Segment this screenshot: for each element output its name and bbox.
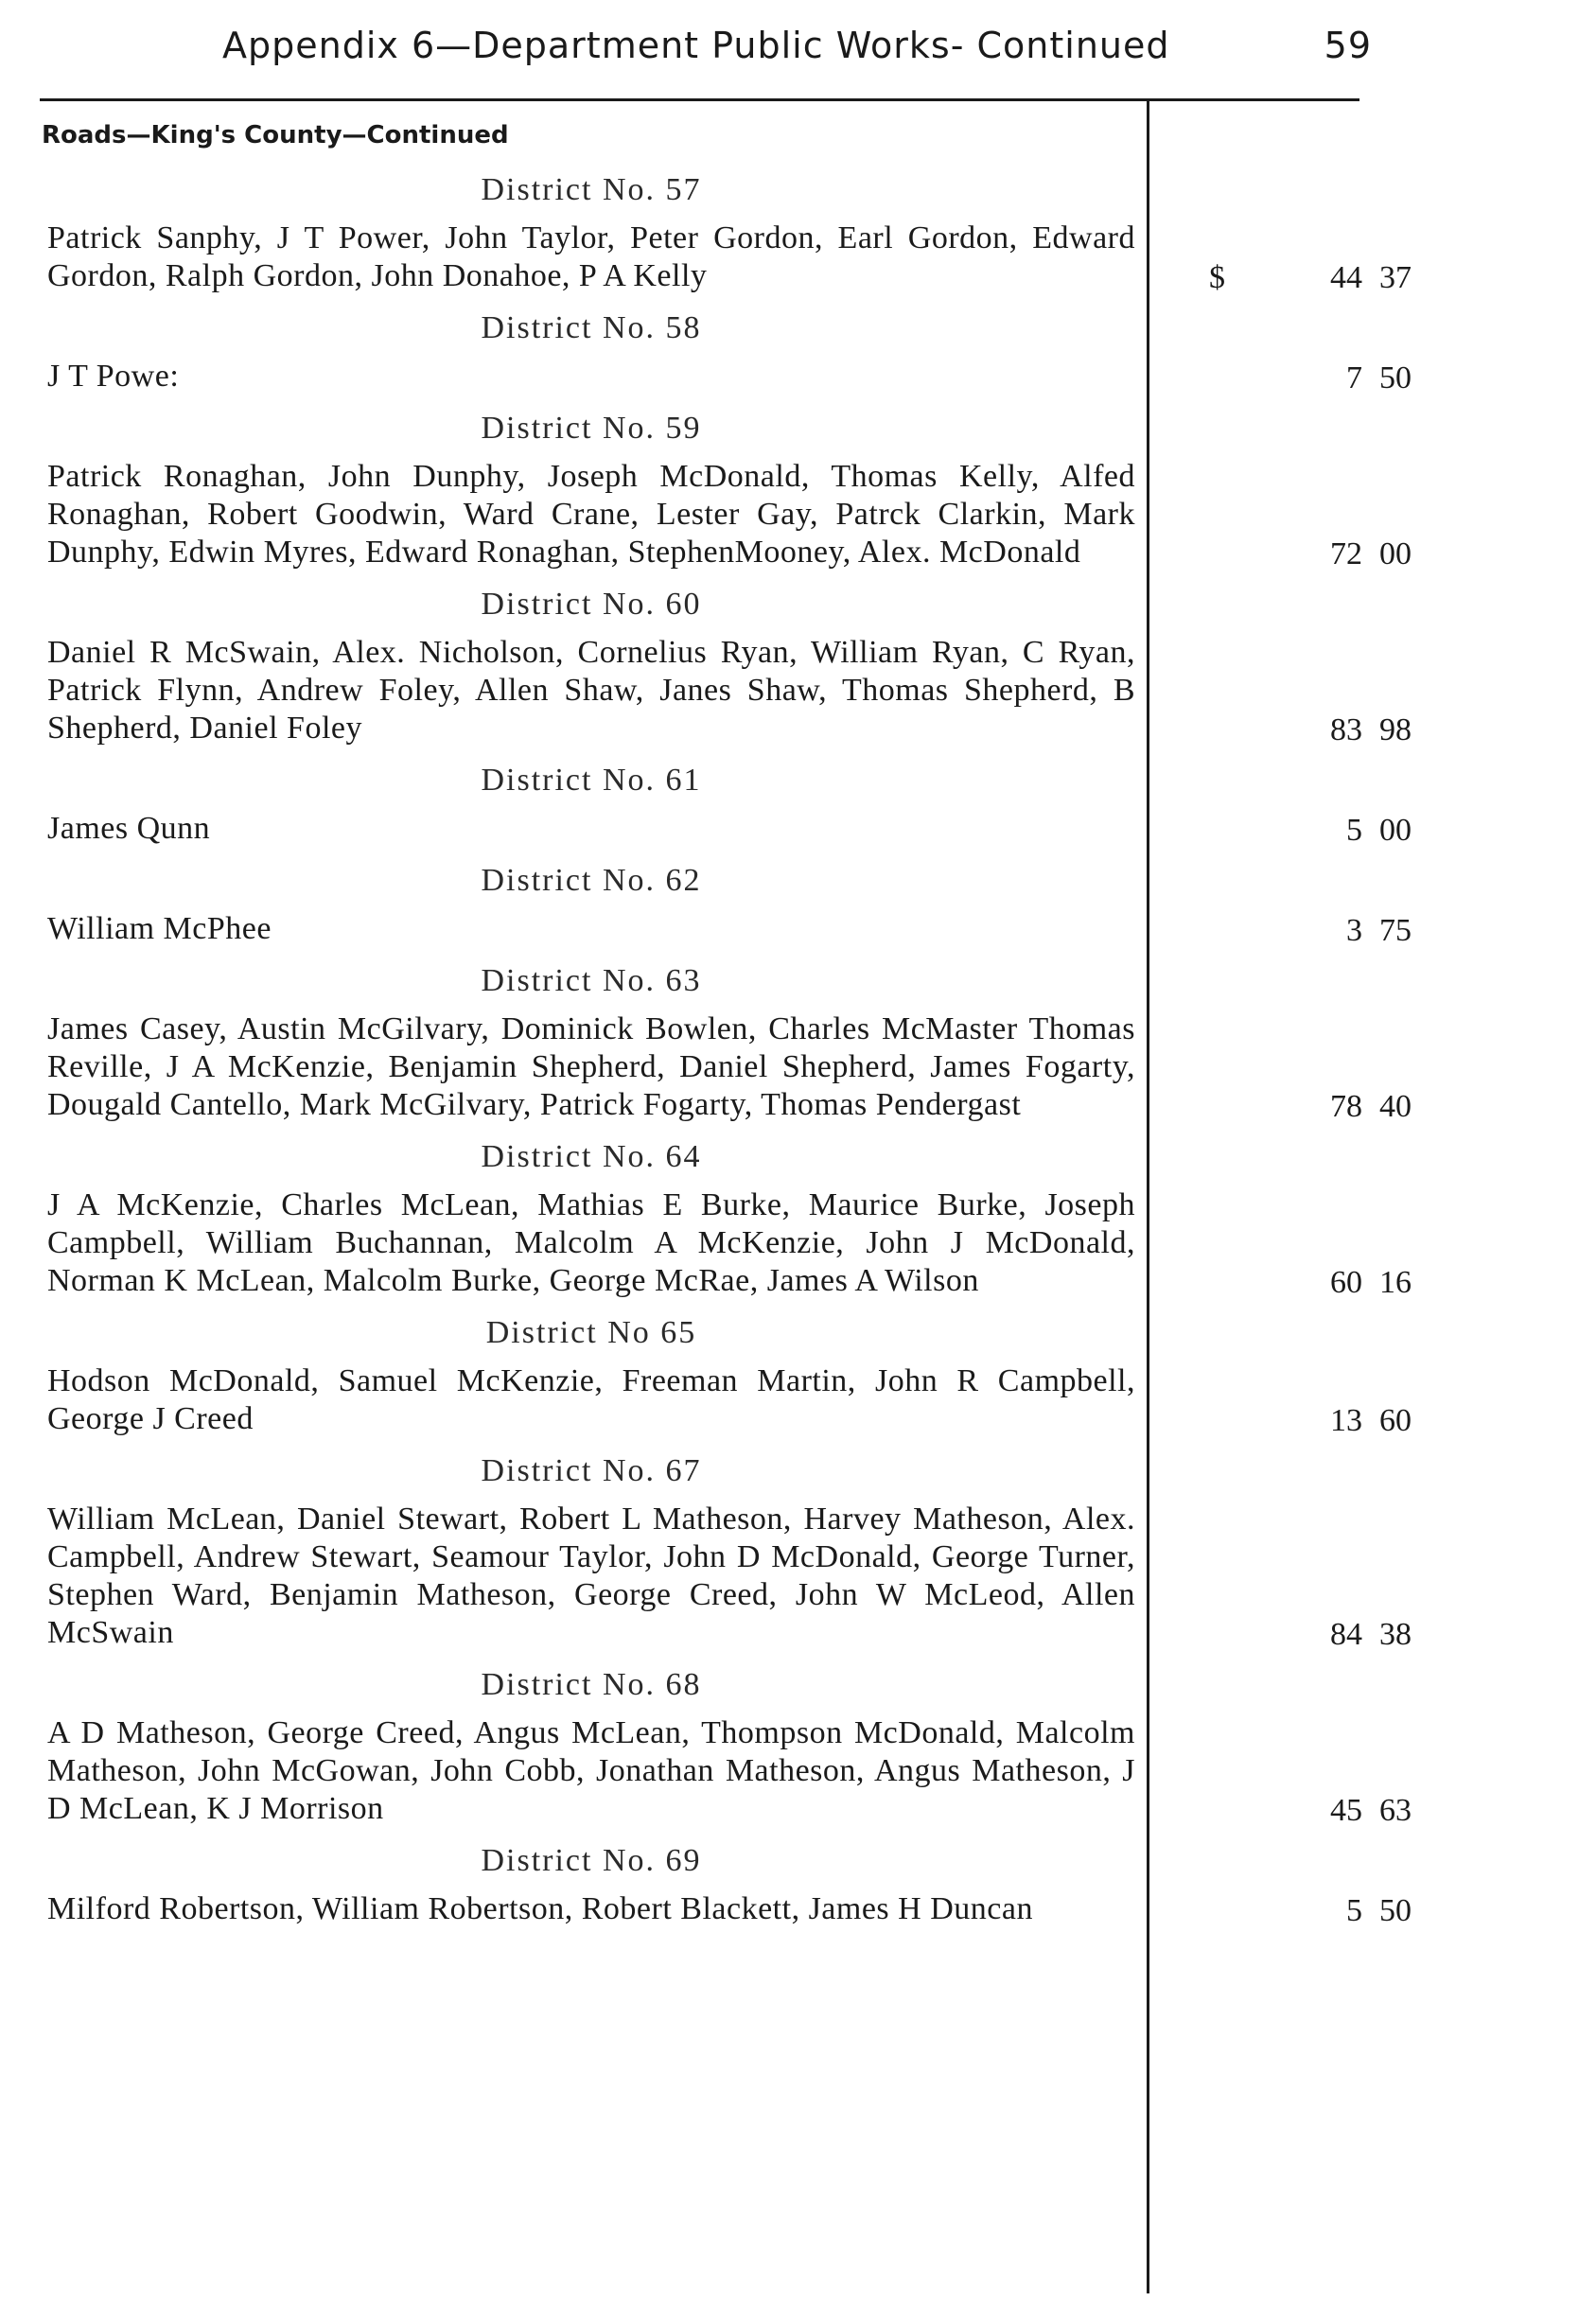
list-item bbox=[47, 634, 1412, 747]
page-title: Appendix 6—Department Public Works- Continued bbox=[222, 25, 1170, 66]
amount bbox=[1173, 912, 1412, 950]
list-item bbox=[47, 1362, 1412, 1438]
amount-cents: 16 bbox=[1379, 1265, 1412, 1300]
amount-dollars: 7 bbox=[1346, 360, 1362, 395]
amount-cents: 40 bbox=[1379, 1089, 1412, 1124]
amount bbox=[1173, 259, 1412, 297]
amount-column-rule bbox=[1147, 98, 1149, 2293]
amount-dollars: 44 bbox=[1330, 260, 1362, 295]
district-heading: District No. 62 bbox=[481, 863, 702, 898]
amount bbox=[1173, 1892, 1412, 1930]
district-heading: District No. 63 bbox=[481, 963, 702, 998]
names-text: Hodson McDonald, Samuel McKenzie, Freeman Martin, John R Campbell, George J Creed bbox=[47, 1363, 1135, 1436]
names-text: Patrick Ronaghan, John Dunphy, Joseph McDonald, Thomas Kelly, Alfed Ronaghan, Robert Goodwin, Ward Crane, Lester Gay, Patrck Clarkin, Mark Dunphy, Edwin Myres, Edward Ronaghan, StephenMooney, Alex. McDonald bbox=[47, 459, 1135, 570]
district-heading: District No. 69 bbox=[481, 1843, 702, 1878]
district-list bbox=[47, 170, 1412, 1941]
amount bbox=[1173, 1402, 1412, 1440]
names-text: James Qunn bbox=[47, 811, 211, 846]
names-text: Milford Robertson, William Robertson, Robert Blackett, James H Duncan bbox=[47, 1891, 1033, 1926]
district-heading: District No. 59 bbox=[481, 411, 702, 446]
page-header bbox=[47, 17, 1372, 81]
list-item bbox=[47, 810, 1412, 848]
amount-cents: 75 bbox=[1379, 913, 1412, 948]
amount-dollars: 84 bbox=[1330, 1617, 1362, 1652]
amount-cents: 50 bbox=[1379, 360, 1412, 395]
amount bbox=[1173, 1088, 1412, 1126]
amount-cents: 00 bbox=[1379, 536, 1412, 571]
amount bbox=[1173, 1792, 1412, 1830]
names-text: William McPhee bbox=[47, 911, 272, 946]
amount-cents: 38 bbox=[1379, 1617, 1412, 1652]
amount-cents: 00 bbox=[1379, 813, 1412, 848]
district-heading: District No 65 bbox=[485, 1315, 697, 1350]
amount-dollars: 5 bbox=[1346, 1893, 1362, 1928]
list-item bbox=[47, 1714, 1412, 1828]
amount-cents: 50 bbox=[1379, 1893, 1412, 1928]
amount-cents: 63 bbox=[1379, 1793, 1412, 1828]
list-item bbox=[47, 458, 1412, 571]
district-heading: District No. 67 bbox=[481, 1453, 702, 1488]
names-text: James Casey, Austin McGilvary, Dominick Bowlen, Charles McMaster Thomas Reville, J A McKenzie, Benjamin Shepherd, Daniel Shepherd, James Fogarty, Dougald Cantello, Mark McGilvary, Patrick Fogarty, Thomas Pendergast bbox=[47, 1011, 1135, 1122]
amount-dollars: 60 bbox=[1330, 1265, 1362, 1300]
names-text: J T Powe: bbox=[47, 359, 180, 394]
list-item bbox=[47, 220, 1412, 295]
amount-dollars: 45 bbox=[1330, 1793, 1362, 1828]
list-item bbox=[47, 1010, 1412, 1124]
district-heading: District No. 64 bbox=[481, 1139, 702, 1174]
amount-dollars: 3 bbox=[1346, 913, 1362, 948]
amount bbox=[1173, 536, 1412, 573]
section-heading: Roads—King's County—Continued bbox=[42, 121, 509, 149]
list-item bbox=[47, 1186, 1412, 1300]
amount-dollars: 5 bbox=[1346, 813, 1362, 848]
names-text: Daniel R McSwain, Alex. Nicholson, Cornelius Ryan, William Ryan, C Ryan, Patrick Flynn, Andrew Foley, Allen Shaw, Janes Shaw, Thomas Shepherd, B Shepherd, Daniel Foley bbox=[47, 635, 1135, 746]
header-rule bbox=[40, 98, 1359, 101]
amount bbox=[1173, 1616, 1412, 1654]
amount-dollars: 78 bbox=[1330, 1089, 1362, 1124]
page-number: 59 bbox=[1324, 25, 1372, 66]
names-text: A D Matheson, George Creed, Angus McLean, Thompson McDonald, Malcolm Matheson, John McGowan, John Cobb, Jonathan Matheson, Angus Matheson, J D McLean, K J Morrison bbox=[47, 1715, 1135, 1826]
names-text: William McLean, Daniel Stewart, Robert L Matheson, Harvey Matheson, Alex. Campbell, Andrew Stewart, Seamour Taylor, John D McDonald, George Turner, Stephen Ward, Benjamin Matheson, George Creed, John W McLeod, Allen McSwain bbox=[47, 1502, 1135, 1650]
district-heading: District No. 68 bbox=[481, 1667, 702, 1702]
amount-cents: 37 bbox=[1379, 260, 1412, 295]
amount-cents: 60 bbox=[1379, 1403, 1412, 1438]
amount bbox=[1173, 711, 1412, 749]
district-heading: District No. 58 bbox=[481, 310, 702, 345]
list-item bbox=[47, 358, 1412, 395]
district-heading: District No. 61 bbox=[481, 763, 702, 798]
currency-sign: $ bbox=[1209, 260, 1225, 295]
amount bbox=[1173, 360, 1412, 397]
amount-dollars: 72 bbox=[1330, 536, 1362, 571]
names-text: J A McKenzie, Charles McLean, Mathias E Burke, Maurice Burke, Joseph Campbell, William Buchannan, Malcolm A McKenzie, John J McDonald, Norman K McLean, Malcolm Burke, George McRae, James A Wilson bbox=[47, 1187, 1135, 1298]
list-item bbox=[47, 1501, 1412, 1652]
district-heading: District No. 60 bbox=[481, 587, 702, 622]
list-item bbox=[47, 910, 1412, 948]
list-item bbox=[47, 1890, 1412, 1928]
amount-dollars: 83 bbox=[1330, 712, 1362, 747]
amount-dollars: 13 bbox=[1330, 1403, 1362, 1438]
names-text: Patrick Sanphy, J T Power, John Taylor, Peter Gordon, Earl Gordon, Edward Gordon, Ralph Gordon, John Donahoe, P A Kelly bbox=[47, 220, 1135, 293]
amount bbox=[1173, 812, 1412, 850]
district-heading: District No. 57 bbox=[481, 172, 702, 207]
amount-cents: 98 bbox=[1379, 712, 1412, 747]
amount bbox=[1173, 1264, 1412, 1302]
